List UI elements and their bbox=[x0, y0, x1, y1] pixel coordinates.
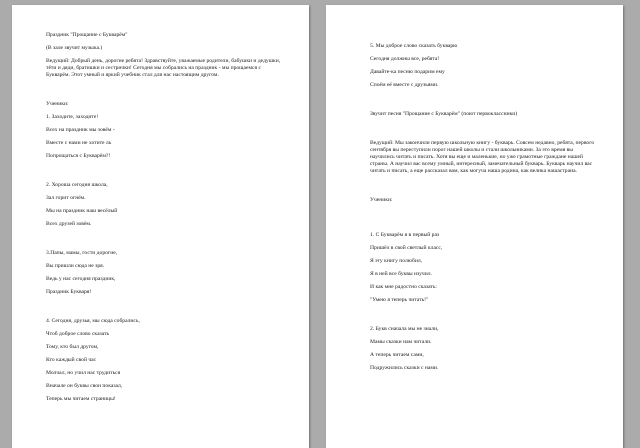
verse-line: Давайте-ка песню подарим ему bbox=[370, 69, 445, 75]
verse-line: 4. Сегодня, друзья, мы сюда собрались, bbox=[46, 318, 140, 324]
verse-line: Споём её вместе с друзьями. bbox=[370, 82, 439, 88]
verse-1 bbox=[46, 114, 285, 160]
verse-line: 2. Букв сначала мы не знали, bbox=[370, 326, 439, 332]
verse-line: Я в ней все буквы изучил. bbox=[370, 271, 432, 277]
document-title: Праздник "Прощание с Букварём" bbox=[46, 32, 128, 38]
verse-line: Тому, кто был другом, bbox=[46, 344, 99, 350]
document-page-right bbox=[326, 5, 623, 448]
verse-3 bbox=[46, 250, 285, 296]
verse-line: Мы на праздник наш весёлый bbox=[46, 208, 118, 214]
verse-line: 1. Заходите, заходите! bbox=[46, 114, 99, 120]
verse-line: Мамы сказки нам читали. bbox=[370, 339, 432, 345]
verse-line: "Умею я теперь читать!" bbox=[370, 297, 429, 303]
verse-line: Всех на праздник мы зовём - bbox=[46, 127, 115, 133]
verse-line: Подружились сказки с нами. bbox=[370, 365, 439, 371]
verse-4 bbox=[46, 318, 285, 403]
students-heading: Ученики: bbox=[370, 197, 393, 203]
verse-line: Вы пришли сюда не зря. bbox=[46, 263, 105, 269]
verse-line: Чтоб доброе слово сказать bbox=[46, 331, 110, 337]
verse-line: Вначале он буквы свои показал, bbox=[46, 383, 123, 389]
verse-line: А теперь читаем сами, bbox=[370, 352, 424, 358]
verse-line: Пришёл в свой светлый класс, bbox=[370, 245, 443, 251]
verse-line: Зал горит огнём. bbox=[46, 195, 86, 201]
verse-line: Праздник Букваря! bbox=[46, 289, 92, 295]
verse-line: Молчал, но учил нас трудиться bbox=[46, 370, 121, 376]
verse-line: 1. С Букварём я в первый раз bbox=[370, 232, 440, 238]
verse-2 bbox=[370, 326, 599, 372]
verse-5 bbox=[370, 43, 599, 89]
verse-line: Ведь у нас сегодня праздник, bbox=[46, 276, 116, 282]
verse-line: 3.Папы, мамы, гости дорогие, bbox=[46, 250, 118, 256]
stage-direction: (В зале звучит музыка.) bbox=[46, 45, 103, 51]
verse-line: 5. Мы доброе слово сказать букварю bbox=[370, 43, 458, 49]
verse-line: Кто каждый свой час bbox=[46, 357, 97, 363]
students-heading: Ученики: bbox=[46, 101, 69, 107]
verse-line: Попрощаться с Букварём?! bbox=[46, 153, 111, 159]
host-speech-paragraph: Ведущий: Мы закончили первую школьную книгу - букварь. Совсем недавно, ребята, первого сентября вы переступили порог нашей школы и стали школьниками. За это время вы научились читать и писать. Хотя вы еще и маленькие, но уже грамотные граждане нашей страны. А научил вас всему умный, интересный, замечательный букварь. Букварь научил вас читать и писать, а еще рассказал вам, как могуча наша родина, как велика нашастрана. bbox=[370, 140, 595, 174]
host-intro-paragraph: Ведущий: Добрый день, дорогие ребята! Здравствуйте, уважаемые родители, бабушки и дедушки, тёти и дяди, братишки и сестрички! Сегодня мы собрались на праздник - мы прощаемся с Букварём. Этот умный и яркий учебник стал для нас настоящим другом. bbox=[46, 58, 281, 78]
verse-line: Теперь мы читаем страницы! bbox=[46, 396, 116, 402]
verse-line: Сегодня должны все, ребята! bbox=[370, 56, 440, 62]
verse-line: 2. Хороша сегодня школа, bbox=[46, 182, 108, 188]
verse-line: Всех друзей зовём. bbox=[46, 221, 92, 227]
verse-line: И как мне радостно сказать: bbox=[370, 284, 437, 290]
verse-line: Я эту книгу полюбил, bbox=[370, 258, 423, 264]
verse-2 bbox=[46, 182, 285, 228]
verse-line: Вместе с нами не хотите ль bbox=[46, 140, 112, 146]
song-note: Звучит песня "Прощание с Букварём" (поют первоклассники) bbox=[370, 111, 518, 117]
verse-1 bbox=[370, 232, 599, 304]
document-page-left bbox=[12, 5, 309, 448]
